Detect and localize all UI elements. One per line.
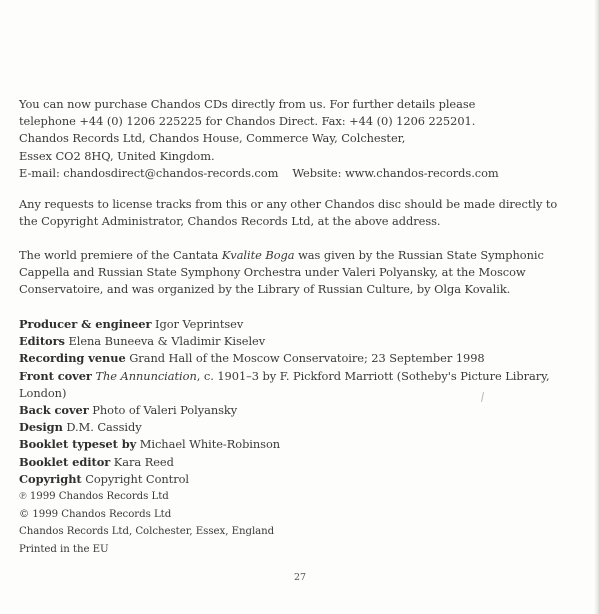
credit-value: Kara Reed: [110, 454, 174, 469]
credit-value: Photo of Valeri Polyansky: [88, 403, 238, 418]
credit-label: Booklet typeset by: [19, 437, 137, 452]
credits-list: [19, 316, 579, 558]
credit-label: Booklet editor: [19, 454, 111, 469]
premiere-line-1-start: The world premiere of the Cantata: [19, 248, 222, 262]
label-address: Chandos Records Ltd, Colchester, Essex, England: [19, 526, 275, 538]
credit-value: D.M. Cassidy: [62, 420, 142, 435]
page-number: 27: [293, 572, 307, 583]
credit-label: Copyright: [19, 471, 82, 486]
painting-title: The Annunciation: [95, 368, 197, 383]
premiere-line-1: [19, 247, 579, 264]
cantata-title: Kvalite Boga: [221, 248, 295, 262]
credit-value: Elena Buneeva & Vladimir Kiselev: [64, 334, 266, 349]
credit-value: Igor Veprintsev: [151, 317, 244, 331]
copyright-notice: © 1999 Chandos Records Ltd: [19, 508, 172, 520]
credit-label: Front cover: [19, 368, 92, 383]
printed-in: Printed in the EU: [19, 543, 109, 555]
email-link[interactable]: E-mail: chandosdirect@chandos-records.com: [19, 165, 279, 180]
credit-design: [19, 419, 579, 436]
credit-value: Michael White-Robinson: [136, 437, 281, 452]
website-link[interactable]: Website: www.chandos-records.com: [292, 165, 499, 180]
credit-front-cover-cont: London): [19, 385, 67, 400]
credit-label: Producer & engineer: [19, 317, 152, 331]
contact-line-5: [19, 165, 579, 182]
credit-label: Back cover: [19, 403, 89, 418]
premiere-paragraph: [19, 247, 579, 299]
credit-editors: [19, 333, 579, 350]
credit-value: Copyright Control: [81, 471, 190, 486]
contact-paragraph: [19, 96, 579, 182]
premiere-line-1-end: was given by the Russian State Symphonic: [294, 248, 544, 262]
credit-copyright: [19, 471, 579, 488]
contact-line-1: You can now purchase Chandos CDs directly from us. For further details please: [19, 97, 476, 111]
credit-producer: [19, 316, 579, 333]
credit-venue: [19, 350, 579, 367]
credit-booklet-editor: [19, 454, 579, 471]
credit-value: , c. 1901–3 by F. Pickford Marriott (Sotheby's Picture Library,: [196, 368, 550, 383]
premiere-line-2: Cappella and Russian State Symphony Orchestra under Valeri Polyansky, at the Moscow: [19, 265, 526, 280]
contact-line-4: Essex CO2 8HQ, United Kingdom.: [19, 148, 215, 163]
contact-line-3: Chandos Records Ltd, Chandos House, Commerce Way, Colchester,: [19, 131, 406, 146]
license-line-1: Any requests to license tracks from this or any other Chandos disc should be made directly to: [19, 197, 558, 211]
license-line-2: the Copyright Administrator, Chandos Records Ltd, at the above address.: [19, 214, 441, 229]
credit-typeset: [19, 436, 579, 453]
credit-label: Editors: [19, 334, 65, 349]
license-paragraph: [19, 196, 579, 230]
credit-label: Design: [19, 420, 63, 435]
credit-back-cover: [19, 402, 579, 419]
credit-value: Grand Hall of the Moscow Conservatoire; 23 September 1998: [125, 351, 485, 366]
phonographic-copyright: ℗ 1999 Chandos Records Ltd: [19, 491, 169, 503]
premiere-line-3: Conservatoire, and was organized by the Library of Russian Culture, by Olga Kovalik.: [19, 282, 511, 297]
scan-edge-shadow: [594, 0, 600, 614]
contact-line-2: telephone +44 (0) 1206 225225 for Chandos Direct. Fax: +44 (0) 1206 225201.: [19, 114, 476, 129]
credit-front-cover: [19, 368, 579, 385]
credit-label: Recording venue: [19, 351, 126, 366]
